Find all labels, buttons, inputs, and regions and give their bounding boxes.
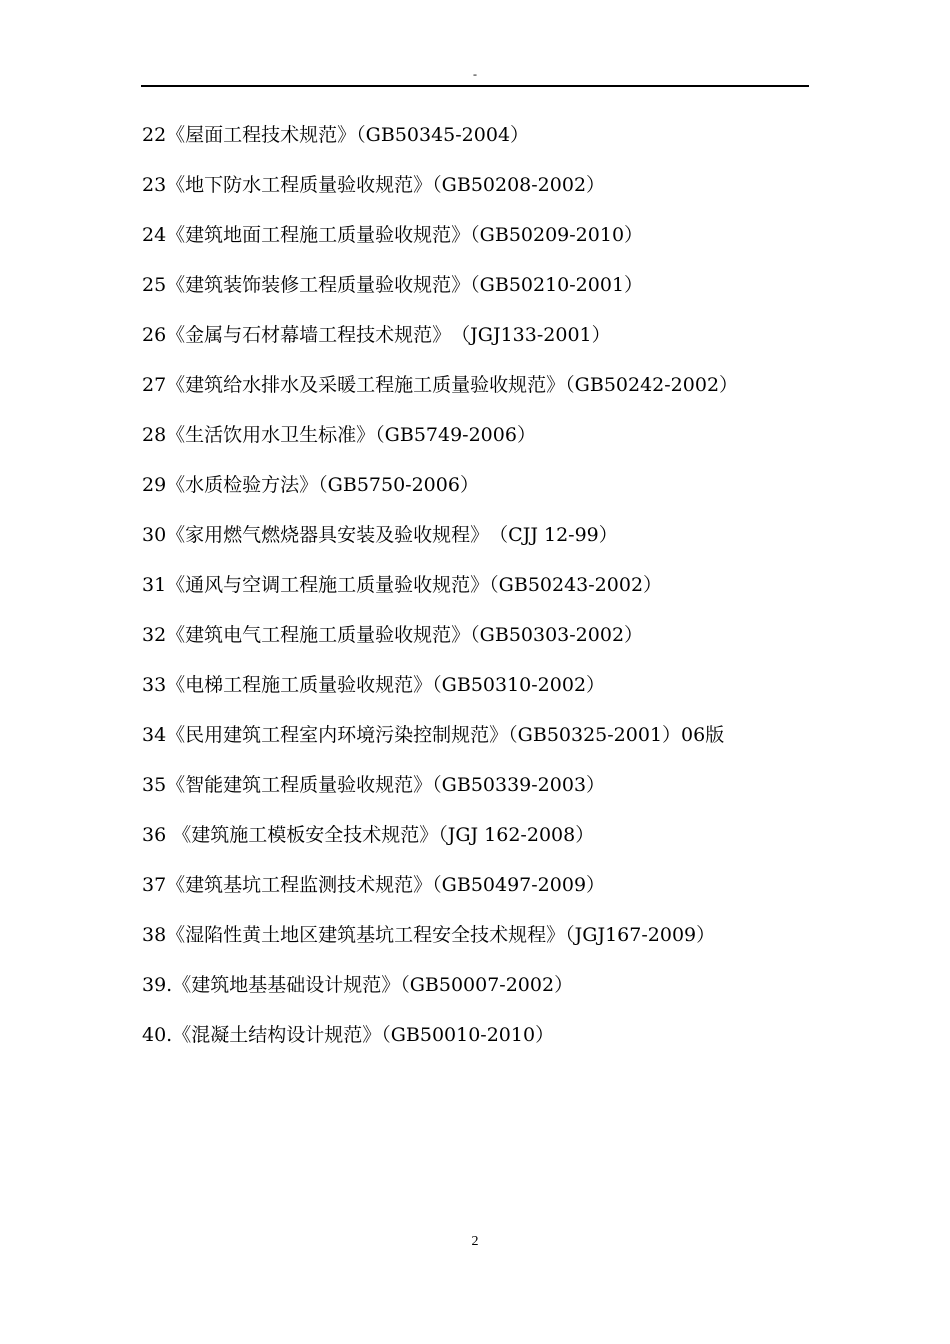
list-item: 29《水质检验方法》（GB5750-2006） bbox=[142, 474, 479, 496]
list-item: 40.《混凝土结构设计规范》（GB50010-2010） bbox=[142, 1024, 555, 1046]
list-item: 34《民用建筑工程室内环境污染控制规范》（GB50325-2001）06版 bbox=[142, 724, 725, 746]
list-item: 32《建筑电气工程施工质量验收规范》（GB50303-2002） bbox=[142, 624, 644, 646]
list-item: 25《建筑装饰装修工程质量验收规范》（GB50210-2001） bbox=[142, 274, 644, 296]
page-number: 2 bbox=[471, 1234, 479, 1249]
list-item: 24《建筑地面工程施工质量验收规范》（GB50209-2010） bbox=[142, 224, 644, 246]
list-item: 37《建筑基坑工程监测技术规范》（GB50497-2009） bbox=[142, 874, 606, 896]
list-item: 36 《建筑施工模板安全技术规范》（JGJ 162-2008） bbox=[142, 824, 595, 846]
list-item: 28《生活饮用水卫生标准》（GB5749-2006） bbox=[142, 424, 536, 446]
list-item: 22《屋面工程技术规范》（GB50345-2004） bbox=[142, 124, 530, 146]
list-item: 35《智能建筑工程质量验收规范》（GB50339-2003） bbox=[142, 774, 606, 796]
list-item: 39.《建筑地基基础设计规范》（GB50007-2002） bbox=[142, 974, 574, 996]
header-rule bbox=[141, 85, 809, 87]
list-item: 38《湿陷性黄土地区建筑基坑工程安全技术规程》（JGJ167-2009） bbox=[142, 924, 716, 946]
list-item: 30《家用燃气燃烧器具安装及验收规程》 （CJJ 12-99） bbox=[142, 524, 618, 546]
list-item: 33《电梯工程施工质量验收规范》（GB50310-2002） bbox=[142, 674, 606, 696]
list-item: 23《地下防水工程质量验收规范》（GB50208-2002） bbox=[142, 174, 606, 196]
list-item: 26《金属与石材幕墙工程技术规范》 （JGJ133-2001） bbox=[142, 324, 611, 346]
standards-list bbox=[142, 112, 822, 1062]
list-item: 27《建筑给水排水及采暖工程施工质量验收规范》（GB50242-2002） bbox=[142, 374, 739, 396]
list-item: 31《通风与空调工程施工质量验收规范》（GB50243-2002） bbox=[142, 574, 663, 596]
header-mark: - bbox=[473, 67, 477, 81]
